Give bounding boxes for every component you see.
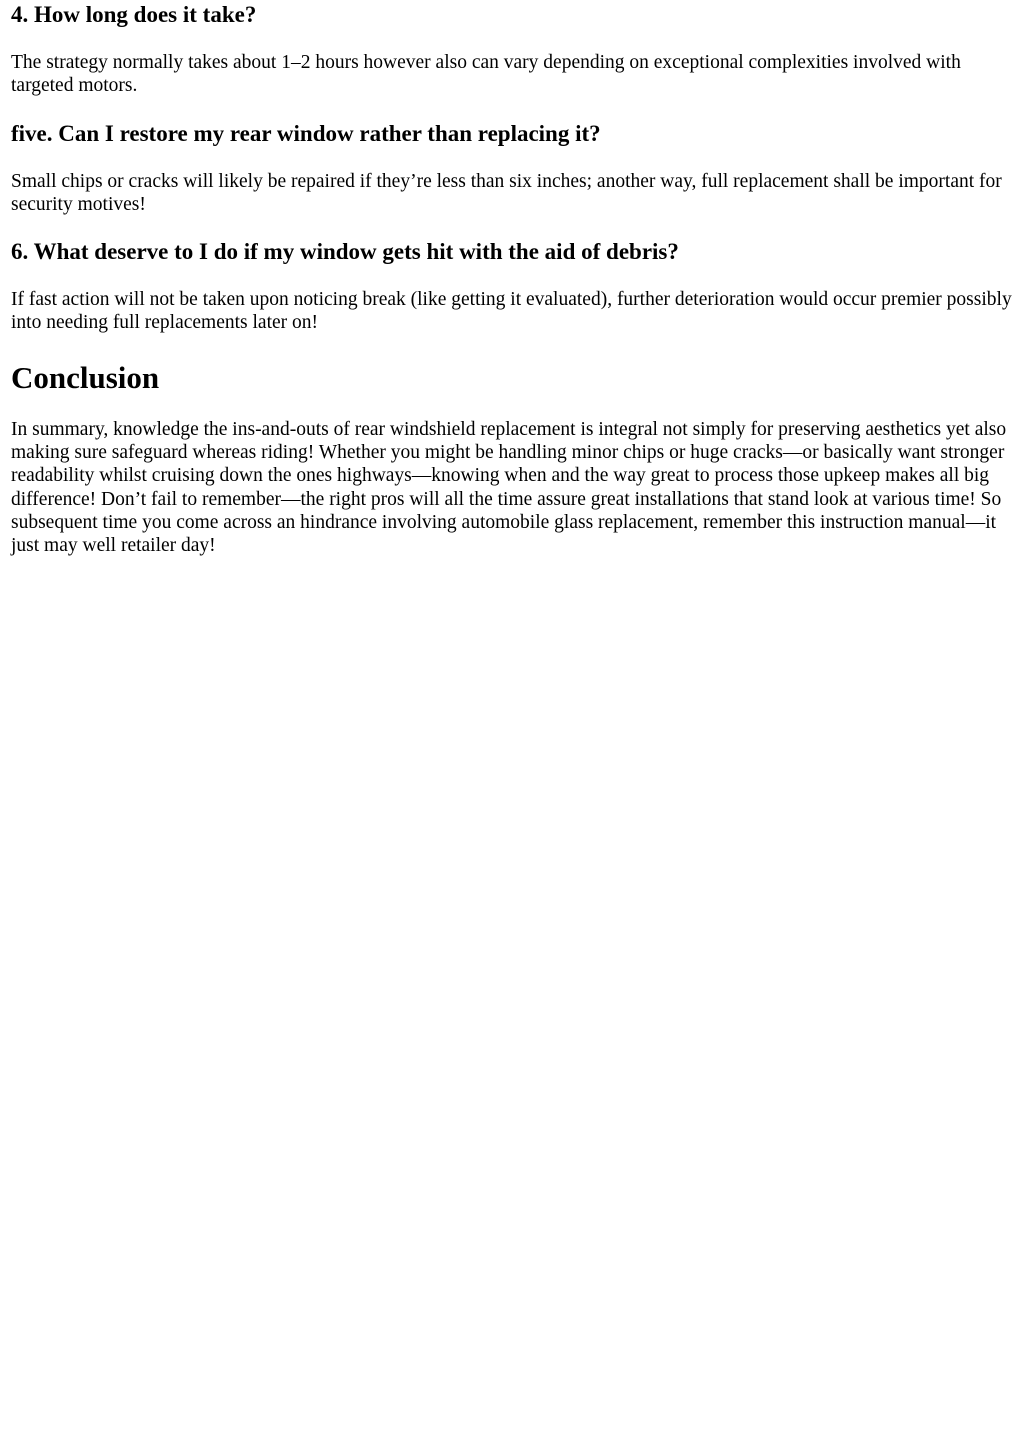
faq-answer-6: If fast action will not be taken upon noticing break (like getting it evaluated), further deterioration would occur premier possibly into needing full replacements later on!	[11, 289, 1012, 334]
faq-question-5: five. Can I restore my rear window rather than replacing it?	[11, 120, 601, 146]
faq-answer-4: The strategy normally takes about 1–2 hours however also can vary depending on exceptional complexities involved with targeted motors.	[11, 52, 961, 97]
faq-question-4: 4. How long does it take?	[11, 2, 257, 27]
conclusion-heading: Conclusion	[11, 359, 160, 395]
article-content	[0, 2, 1024, 558]
faq-answer-5: Small chips or cracks will likely be repaired if they’re less than six inches; another way, full replacement shall be important for security motives!	[11, 170, 1002, 215]
conclusion-body: In summary, knowledge the ins-and-outs of rear windshield replacement is integral not simply for preserving aesthetics yet also making sure safeguard whereas riding! Whether you might be handling minor chips or huge cracks—or basically want stronger readability whilst cruising down the ones highways—knowing when and the way great to process those upkeep makes all big difference! Don’t fail to remember—the right pros will all the time assure great installations that stand look at various time! So subsequent time you come across an hindrance involving automobile glass replacement, remember this instruction manual—it just may well retailer day!	[11, 418, 1007, 557]
faq-question-6: 6. What deserve to I do if my window gets hit with the aid of debris?	[11, 239, 679, 265]
